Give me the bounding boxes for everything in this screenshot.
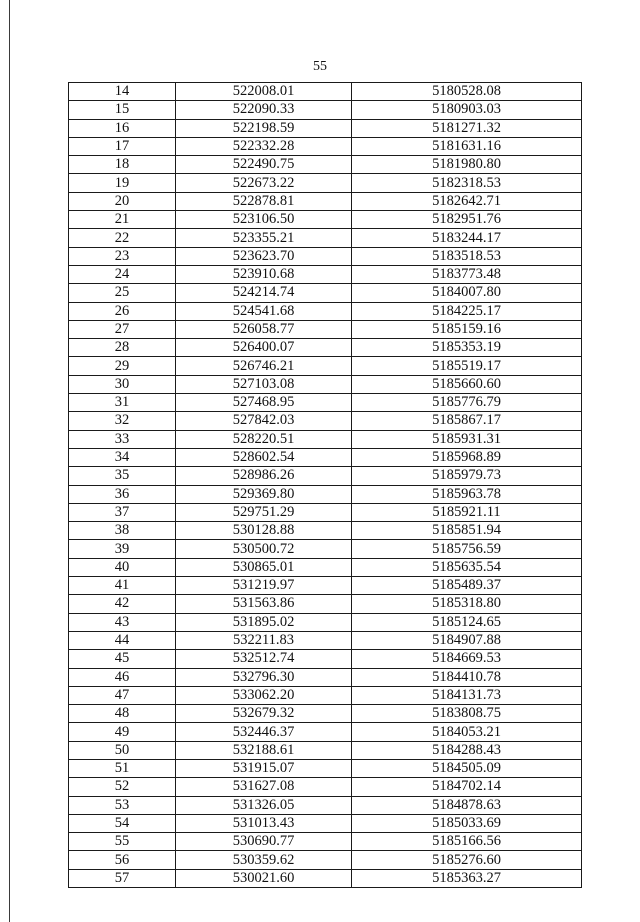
- x-coordinate-cell: 524214.74: [176, 284, 352, 302]
- x-coordinate-cell: 527468.95: [176, 394, 352, 412]
- table-row: [69, 723, 582, 741]
- x-coordinate-cell: 532188.61: [176, 741, 352, 759]
- y-coordinate-cell: 5182642.71: [352, 192, 582, 210]
- x-coordinate-cell: 528220.51: [176, 430, 352, 448]
- x-coordinate-cell: 522490.75: [176, 156, 352, 174]
- table-row: [69, 119, 582, 137]
- y-coordinate-cell: 5184505.09: [352, 759, 582, 777]
- table-row: [69, 192, 582, 210]
- point-number-cell: 26: [69, 302, 176, 320]
- table-row: [69, 595, 582, 613]
- point-number-cell: 32: [69, 412, 176, 430]
- y-coordinate-cell: 5185921.11: [352, 503, 582, 521]
- point-number-cell: 28: [69, 339, 176, 357]
- point-number-cell: 55: [69, 833, 176, 851]
- point-number-cell: 22: [69, 229, 176, 247]
- table-row: [69, 759, 582, 777]
- table-row: [69, 613, 582, 631]
- point-number-cell: 31: [69, 394, 176, 412]
- x-coordinate-cell: 530500.72: [176, 540, 352, 558]
- y-coordinate-cell: 5183808.75: [352, 705, 582, 723]
- point-number-cell: 46: [69, 668, 176, 686]
- page-edge-line: [9, 0, 10, 922]
- x-coordinate-cell: 532796.30: [176, 668, 352, 686]
- point-number-cell: 42: [69, 595, 176, 613]
- point-number-cell: 29: [69, 357, 176, 375]
- point-number-cell: 41: [69, 577, 176, 595]
- x-coordinate-cell: 530359.62: [176, 851, 352, 869]
- y-coordinate-cell: 5185318.80: [352, 595, 582, 613]
- x-coordinate-cell: 530021.60: [176, 869, 352, 887]
- x-coordinate-cell: 529369.80: [176, 485, 352, 503]
- point-number-cell: 25: [69, 284, 176, 302]
- point-number-cell: 53: [69, 796, 176, 814]
- table-row: [69, 668, 582, 686]
- y-coordinate-cell: 5185851.94: [352, 522, 582, 540]
- y-coordinate-cell: 5185635.54: [352, 558, 582, 576]
- table-row: [69, 375, 582, 393]
- table-row: [69, 833, 582, 851]
- y-coordinate-cell: 5185033.69: [352, 814, 582, 832]
- table-row: [69, 156, 582, 174]
- y-coordinate-cell: 5183773.48: [352, 265, 582, 283]
- y-coordinate-cell: 5182951.76: [352, 211, 582, 229]
- point-number-cell: 39: [69, 540, 176, 558]
- x-coordinate-cell: 523910.68: [176, 265, 352, 283]
- table-row: [69, 741, 582, 759]
- x-coordinate-cell: 533062.20: [176, 686, 352, 704]
- point-number-cell: 48: [69, 705, 176, 723]
- y-coordinate-cell: 5185363.27: [352, 869, 582, 887]
- table-row: [69, 412, 582, 430]
- x-coordinate-cell: 522008.01: [176, 83, 352, 101]
- table-row: [69, 503, 582, 521]
- x-coordinate-cell: 531219.97: [176, 577, 352, 595]
- y-coordinate-cell: 5185963.78: [352, 485, 582, 503]
- point-number-cell: 19: [69, 174, 176, 192]
- point-number-cell: 36: [69, 485, 176, 503]
- page-number: 55: [313, 59, 327, 74]
- x-coordinate-cell: 526746.21: [176, 357, 352, 375]
- x-coordinate-cell: 524541.68: [176, 302, 352, 320]
- table-row: [69, 357, 582, 375]
- point-number-cell: 27: [69, 320, 176, 338]
- y-coordinate-cell: 5184288.43: [352, 741, 582, 759]
- point-number-cell: 18: [69, 156, 176, 174]
- point-number-cell: 56: [69, 851, 176, 869]
- y-coordinate-cell: 5185276.60: [352, 851, 582, 869]
- x-coordinate-cell: 531326.05: [176, 796, 352, 814]
- x-coordinate-cell: 532211.83: [176, 631, 352, 649]
- x-coordinate-cell: 531013.43: [176, 814, 352, 832]
- y-coordinate-cell: 5181271.32: [352, 119, 582, 137]
- x-coordinate-cell: 530865.01: [176, 558, 352, 576]
- y-coordinate-cell: 5182318.53: [352, 174, 582, 192]
- x-coordinate-cell: 528986.26: [176, 467, 352, 485]
- y-coordinate-cell: 5180903.03: [352, 101, 582, 119]
- table-row: [69, 320, 582, 338]
- y-coordinate-cell: 5185159.16: [352, 320, 582, 338]
- table-row: [69, 229, 582, 247]
- x-coordinate-cell: 522090.33: [176, 101, 352, 119]
- x-coordinate-cell: 531627.08: [176, 778, 352, 796]
- table-row: [69, 302, 582, 320]
- table-row: [69, 869, 582, 887]
- y-coordinate-cell: 5183244.17: [352, 229, 582, 247]
- table-row: [69, 211, 582, 229]
- x-coordinate-cell: 522198.59: [176, 119, 352, 137]
- y-coordinate-cell: 5185166.56: [352, 833, 582, 851]
- table-row: [69, 650, 582, 668]
- point-number-cell: 24: [69, 265, 176, 283]
- table-row: [69, 394, 582, 412]
- table-row: [69, 430, 582, 448]
- table-row: [69, 558, 582, 576]
- point-number-cell: 20: [69, 192, 176, 210]
- point-number-cell: 35: [69, 467, 176, 485]
- point-number-cell: 14: [69, 83, 176, 101]
- point-number-cell: 30: [69, 375, 176, 393]
- y-coordinate-cell: 5185979.73: [352, 467, 582, 485]
- point-number-cell: 57: [69, 869, 176, 887]
- x-coordinate-cell: 531915.07: [176, 759, 352, 777]
- y-coordinate-cell: 5184225.17: [352, 302, 582, 320]
- table-row: [69, 796, 582, 814]
- point-number-cell: 52: [69, 778, 176, 796]
- point-number-cell: 50: [69, 741, 176, 759]
- x-coordinate-cell: 522332.28: [176, 137, 352, 155]
- y-coordinate-cell: 5185776.79: [352, 394, 582, 412]
- point-number-cell: 17: [69, 137, 176, 155]
- y-coordinate-cell: 5185519.17: [352, 357, 582, 375]
- table-row: [69, 577, 582, 595]
- table-row: [69, 247, 582, 265]
- point-number-cell: 15: [69, 101, 176, 119]
- y-coordinate-cell: 5185353.19: [352, 339, 582, 357]
- table-row: [69, 467, 582, 485]
- table-row: [69, 851, 582, 869]
- point-number-cell: 16: [69, 119, 176, 137]
- point-number-cell: 38: [69, 522, 176, 540]
- y-coordinate-cell: 5185489.37: [352, 577, 582, 595]
- point-number-cell: 44: [69, 631, 176, 649]
- table-row: [69, 540, 582, 558]
- y-coordinate-cell: 5185124.65: [352, 613, 582, 631]
- table-row: [69, 522, 582, 540]
- x-coordinate-cell: 523106.50: [176, 211, 352, 229]
- table-row: [69, 174, 582, 192]
- point-number-cell: 49: [69, 723, 176, 741]
- x-coordinate-cell: 527103.08: [176, 375, 352, 393]
- y-coordinate-cell: 5185931.31: [352, 430, 582, 448]
- point-number-cell: 21: [69, 211, 176, 229]
- point-number-cell: 33: [69, 430, 176, 448]
- table-row: [69, 814, 582, 832]
- x-coordinate-cell: 532446.37: [176, 723, 352, 741]
- y-coordinate-cell: 5181980.80: [352, 156, 582, 174]
- x-coordinate-cell: 528602.54: [176, 448, 352, 466]
- x-coordinate-cell: 527842.03: [176, 412, 352, 430]
- x-coordinate-cell: 522673.22: [176, 174, 352, 192]
- y-coordinate-cell: 5185968.89: [352, 448, 582, 466]
- point-number-cell: 45: [69, 650, 176, 668]
- x-coordinate-cell: 531895.02: [176, 613, 352, 631]
- y-coordinate-cell: 5184669.53: [352, 650, 582, 668]
- table-row: [69, 448, 582, 466]
- y-coordinate-cell: 5184410.78: [352, 668, 582, 686]
- point-number-cell: 47: [69, 686, 176, 704]
- x-coordinate-cell: 530690.77: [176, 833, 352, 851]
- x-coordinate-cell: 526400.07: [176, 339, 352, 357]
- point-number-cell: 51: [69, 759, 176, 777]
- y-coordinate-cell: 5184007.80: [352, 284, 582, 302]
- x-coordinate-cell: 531563.86: [176, 595, 352, 613]
- x-coordinate-cell: 532679.32: [176, 705, 352, 723]
- x-coordinate-cell: 523355.21: [176, 229, 352, 247]
- point-number-cell: 37: [69, 503, 176, 521]
- table-row: [69, 686, 582, 704]
- point-number-cell: 23: [69, 247, 176, 265]
- y-coordinate-cell: 5183518.53: [352, 247, 582, 265]
- y-coordinate-cell: 5184053.21: [352, 723, 582, 741]
- y-coordinate-cell: 5184702.14: [352, 778, 582, 796]
- x-coordinate-cell: 530128.88: [176, 522, 352, 540]
- coordinates-table-body: [69, 83, 582, 888]
- point-number-cell: 43: [69, 613, 176, 631]
- table-row: [69, 705, 582, 723]
- table-row: [69, 284, 582, 302]
- y-coordinate-cell: 5184878.63: [352, 796, 582, 814]
- table-row: [69, 265, 582, 283]
- point-number-cell: 40: [69, 558, 176, 576]
- y-coordinate-cell: 5185756.59: [352, 540, 582, 558]
- x-coordinate-cell: 522878.81: [176, 192, 352, 210]
- table-row: [69, 485, 582, 503]
- table-row: [69, 339, 582, 357]
- table-row: [69, 83, 582, 101]
- y-coordinate-cell: 5185867.17: [352, 412, 582, 430]
- y-coordinate-cell: 5184131.73: [352, 686, 582, 704]
- y-coordinate-cell: 5180528.08: [352, 83, 582, 101]
- x-coordinate-cell: 529751.29: [176, 503, 352, 521]
- table-row: [69, 101, 582, 119]
- table-row: [69, 778, 582, 796]
- x-coordinate-cell: 523623.70: [176, 247, 352, 265]
- y-coordinate-cell: 5184907.88: [352, 631, 582, 649]
- point-number-cell: 54: [69, 814, 176, 832]
- coordinates-table: [68, 82, 582, 888]
- y-coordinate-cell: 5185660.60: [352, 375, 582, 393]
- table-row: [69, 631, 582, 649]
- x-coordinate-cell: 526058.77: [176, 320, 352, 338]
- y-coordinate-cell: 5181631.16: [352, 137, 582, 155]
- point-number-cell: 34: [69, 448, 176, 466]
- table-row: [69, 137, 582, 155]
- x-coordinate-cell: 532512.74: [176, 650, 352, 668]
